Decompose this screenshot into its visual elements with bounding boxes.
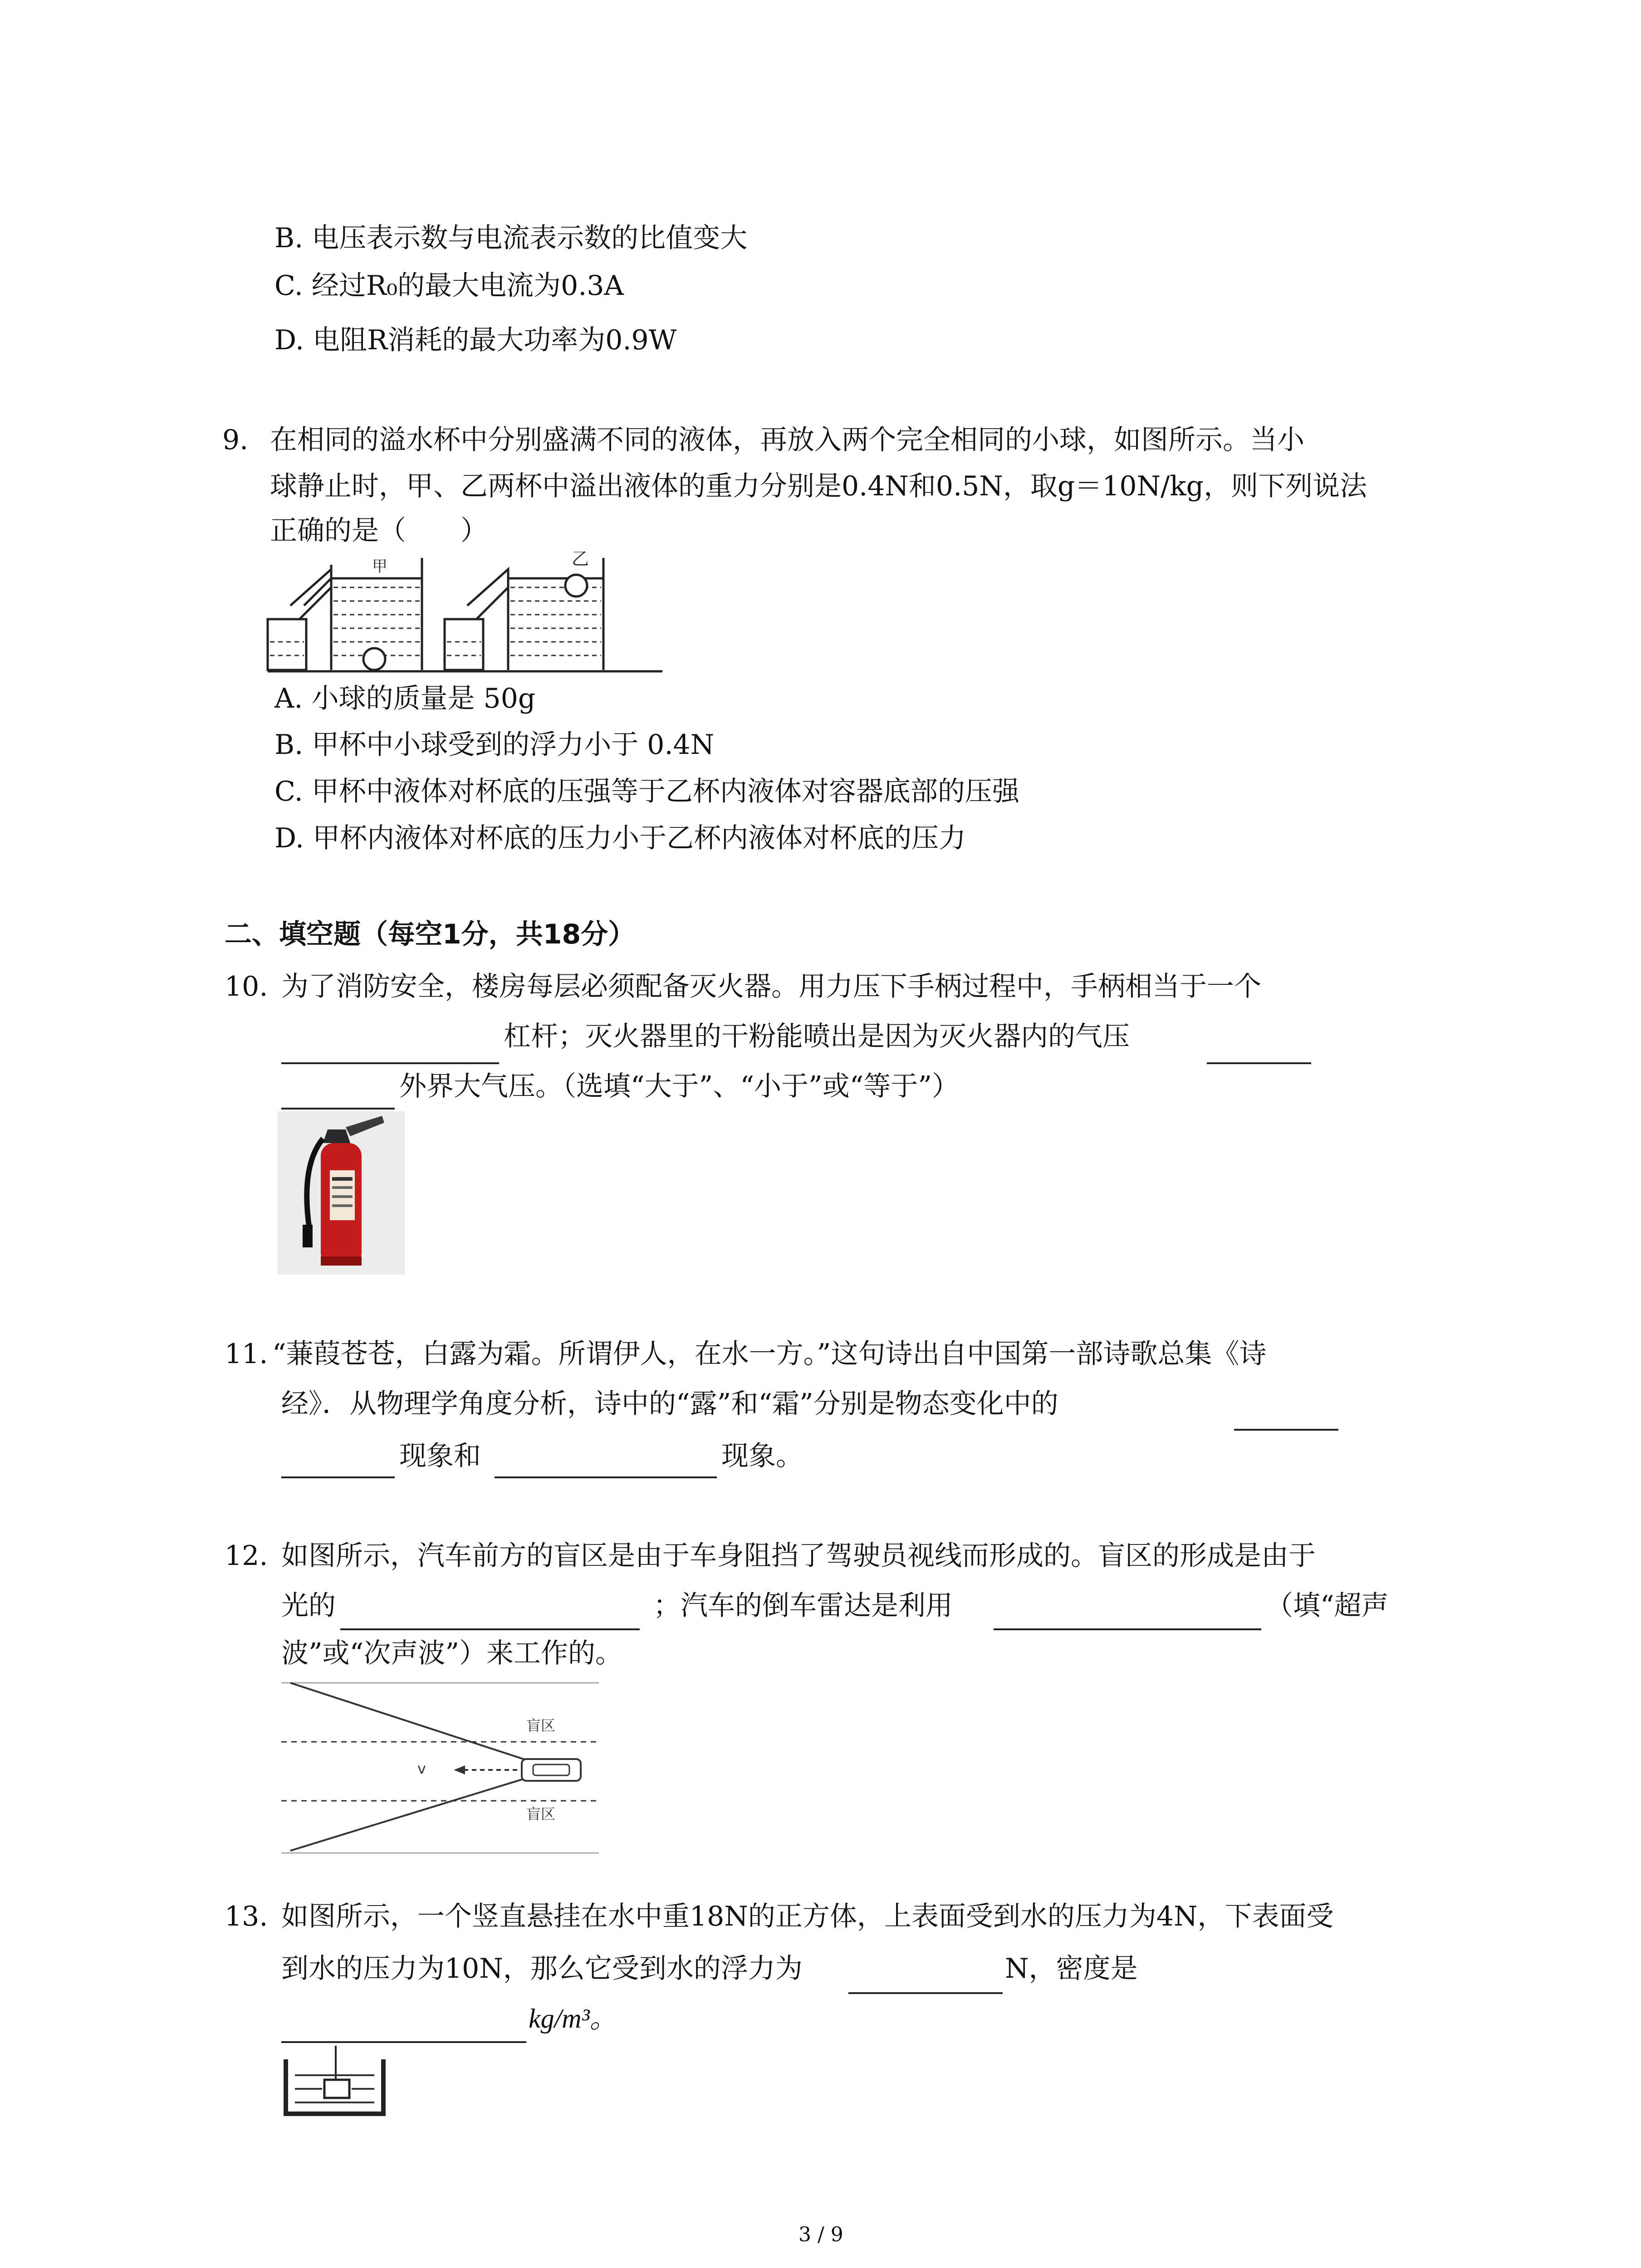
blind-spot-label-top: 盲区 (526, 1717, 556, 1734)
q8-option-c: C. 经过R₀的最大电流为0.3A (274, 270, 624, 302)
q9-text-line1: 在相同的溢水杯中分别盛满不同的液体，再放入两个完全相同的小球，如图所示。当小 (270, 424, 1304, 456)
q13-blank-1[interactable] (848, 1992, 1003, 1994)
car-blind-spot-figure (281, 1683, 599, 1855)
car-figure-velocity-label: v (417, 1760, 426, 1777)
q13-number: 13. (225, 1901, 268, 1932)
q9-text-line2: 球静止时，甲、乙两杯中溢出液体的重力分别是0.4N和0.5N，取g＝10N/kg，则下列说法 (270, 470, 1367, 502)
q9-number: 9. (222, 424, 249, 456)
q12-text-line1: 如图所示，汽车前方的盲区是由于车身阻挡了驾驶员视线而形成的。盲区的形成是由于 (281, 1540, 1316, 1572)
q11-text-line1: “蒹葭苍苍，白露为霜。所谓伊人，在水一方。”这句诗出自中国第一部诗歌总集《诗 (272, 1338, 1267, 1370)
q12-text-line3: 波”或“次声波”）来工作的。 (281, 1637, 623, 1669)
q9-figure-label-yi: 乙 (572, 549, 589, 569)
page-number: 3 / 9 (798, 2223, 843, 2246)
q9-option-a: A. 小球的质量是 50g (274, 683, 536, 714)
q11-number: 11. (225, 1338, 268, 1370)
q12-text-line2c: （填“超声 (1266, 1590, 1389, 1622)
q10-text-line1: 为了消防安全，楼房每层必须配备灭火器。用力压下手柄过程中，手柄相当于一个 (281, 971, 1261, 1002)
q9-option-b: B. 甲杯中小球受到的浮力小于 0.4N (274, 729, 715, 761)
q10-blank-2[interactable] (1207, 1062, 1311, 1064)
q8-option-b: B. 电压表示数与电流表示数的比值变大 (274, 222, 748, 254)
q12-number: 12. (225, 1540, 268, 1572)
fire-extinguisher-image (278, 1111, 405, 1275)
q9-text-line3: 正确的是（ ） (270, 515, 488, 547)
q11-text-line3b: 现象。 (721, 1440, 803, 1472)
q9-figure-label-jia: 甲 (372, 557, 387, 576)
q13-text-line2b: N，密度是 (1005, 1953, 1138, 1984)
q13-text-line2a: 到水的压力为10N，那么它受到水的浮力为 (281, 1953, 803, 1984)
blind-spot-label-bottom: 盲区 (526, 1805, 556, 1823)
q13-text-line3: kg/m³。 (529, 2004, 617, 2033)
q13-blank-2[interactable] (281, 2041, 526, 2043)
cube-in-water-figure (281, 2046, 390, 2118)
q11-blank-2[interactable] (495, 1476, 717, 1478)
q12-blank-2[interactable] (994, 1628, 1261, 1630)
q12-blank-1[interactable] (340, 1628, 640, 1630)
q11-text-line2: 经》．从物理学角度分析，诗中的“露”和“霜”分别是物态变化中的 (281, 1388, 1058, 1420)
q9-option-c: C. 甲杯中液体对杯底的压强等于乙杯内液体对容器底部的压强 (274, 776, 1019, 807)
q8-option-d: D. 电阻R消耗的最大功率为0.9W (274, 324, 677, 356)
q11-blank-1-cont[interactable] (281, 1476, 395, 1478)
q10-text-line3: 外界大气压。（选填“大于”、“小于”或“等于”） (399, 1070, 960, 1102)
q12-text-line2a: 光的 (281, 1590, 336, 1622)
q10-blank-2-cont[interactable] (281, 1108, 395, 1110)
section-heading: 二、填空题（每空1分，共18分） (225, 919, 636, 950)
q10-blank-1[interactable] (281, 1062, 499, 1064)
q11-text-line3a: 现象和 (399, 1440, 481, 1472)
q9-overflow-cups-figure (263, 551, 671, 678)
q11-blank-1[interactable] (1234, 1429, 1338, 1431)
q9-option-d: D. 甲杯内液体对杯底的压力小于乙杯内液体对杯底的压力 (274, 822, 966, 854)
q10-text-line2: 杠杆；灭火器里的干粉能喷出是因为灭火器内的气压 (504, 1021, 1130, 1052)
q10-number: 10. (225, 971, 268, 1002)
q13-text-line1: 如图所示，一个竖直悬挂在水中重18N的正方体，上表面受到水的压力为4N，下表面受 (281, 1901, 1334, 1932)
q12-text-line2b: ；汽车的倒车雷达是利用 (653, 1590, 953, 1622)
